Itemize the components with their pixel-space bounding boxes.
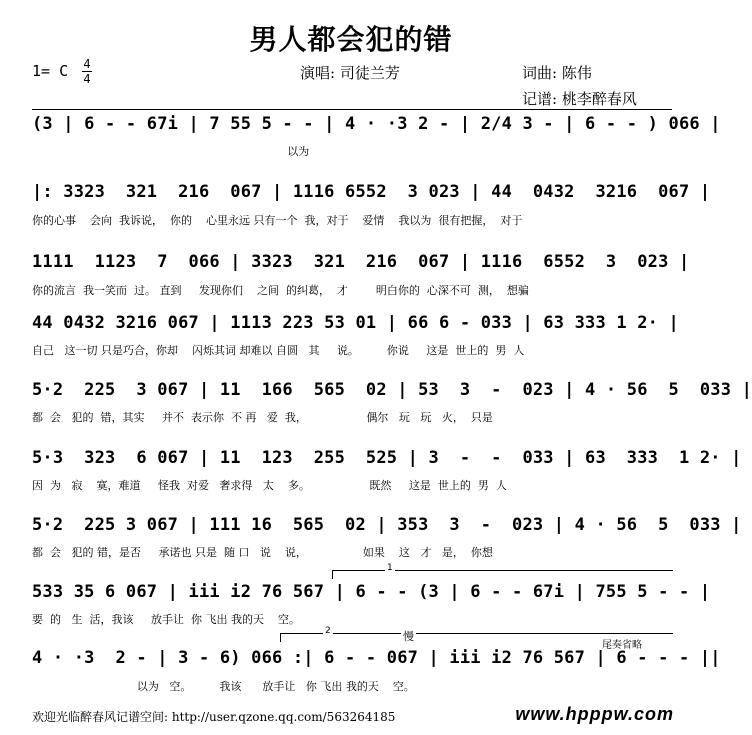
watermark-logo: www.hpppw.com xyxy=(515,704,674,724)
notation-line-4: 44 0432 3216 067 | 1113 223 53 01 | 66 6 - 033 | 63 333 1 2· | xyxy=(32,313,679,333)
lyrics-line-8: 要 的 生 活，我该 放手让 你 飞出 我的天 空。 xyxy=(32,613,300,626)
notation-line-2: |: 3323 321 216 067 | 1116 6552 3 023 | 44 0432 3216 067 | xyxy=(32,182,711,202)
notation-line-5: 5·2 225 3 067 | 11 166 565 02 | 53 3 - 023 | 4 · 56 5 033 | xyxy=(32,380,752,400)
lyrics-line-7: 都 会 犯的 错，是否 承诺也 只是 随 口 说 说， 如果 这 才 是， 你想 xyxy=(32,546,493,559)
header-divider xyxy=(32,109,672,110)
footer-text: 欢迎光临醉春风记谱空间: http://user.qzone.qq.com/563264185 xyxy=(32,710,396,724)
outro-omitted-note: 尾奏省略 xyxy=(602,640,642,651)
transcriber-credit: 记谱: 桃李醉春风 xyxy=(522,90,637,108)
notation-line-8: 533 35 6 067 | iii i2 76 567 | 6 - - (3 | 6 - - 67i | 755 5 - - | xyxy=(32,582,711,602)
composer-credit: 词曲: 陈伟 xyxy=(522,64,592,82)
notation-line-1: (3 | 6 - - 67i | 7 55 5 - - | 4 · ·3 2 - | 2/4 3 - | 6 - - ) 066 | xyxy=(32,114,721,134)
tempo-slow-marking: 慢 xyxy=(403,630,414,643)
lyrics-line-4: 自己 这一切 只是巧合，你却 闪烁其词 却难以 自圆 其 说。 你说 这是 世上的 男 人 xyxy=(32,344,525,357)
lyrics-line-5: 都 会 犯的 错，其实 并不 表示你 不 再 爱 我， 偶尔 玩 玩 火， 只是 xyxy=(32,411,493,424)
notation-line-3: 1111 1123 7 066 | 3323 321 216 067 | 1116 6552 3 023 | xyxy=(32,252,690,272)
notation-line-7: 5·2 225 3 067 | 111 16 565 02 | 353 3 - 023 | 4 · 56 5 033 | xyxy=(32,515,742,535)
volta-2-label: 2 xyxy=(325,626,331,636)
time-signature xyxy=(82,58,92,85)
lyrics-line-2: 你的心事 会向 我诉说， 你的 心里永远 只有一个 我，对于 爱情 我以为 很有把握， 对于 xyxy=(32,214,523,227)
song-title: 男人都会犯的错 xyxy=(249,23,453,56)
notation-line-9: 4 · ·3 2 - | 3 - 6) 066 :| 6 - - 067 | iii i2 76 567 | 6 - - - || xyxy=(32,648,721,668)
volta-1-label: 1 xyxy=(387,563,393,573)
lyrics-line-3: 你的流言 我一笑而 过。 直到 发现你们 之间 的纠葛， 才 明白你的 心深不可 测， 想骗 xyxy=(32,284,529,297)
time-signature-numerator: 4 xyxy=(83,57,91,71)
notation-line-6: 5·3 323 6 067 | 11 123 255 525 | 3 - - 033 | 63 333 1 2· | xyxy=(32,448,742,468)
lyrics-line-9: 以为 空。 我该 放手让 你 飞出 我的天 空。 xyxy=(32,680,415,693)
lyrics-line-6: 因 为 寂 寞，难道 怪我 对爱 奢求得 太 多。 既然 这是 世上的 男 人 xyxy=(32,479,507,492)
lyrics-line-1: 以为 xyxy=(32,145,310,158)
singer-credit: 演唱: 司徒兰芳 xyxy=(300,64,400,82)
time-signature-denominator: 4 xyxy=(83,72,91,86)
volta-1-bracket xyxy=(332,563,673,579)
key-signature: 1= C xyxy=(32,62,69,80)
